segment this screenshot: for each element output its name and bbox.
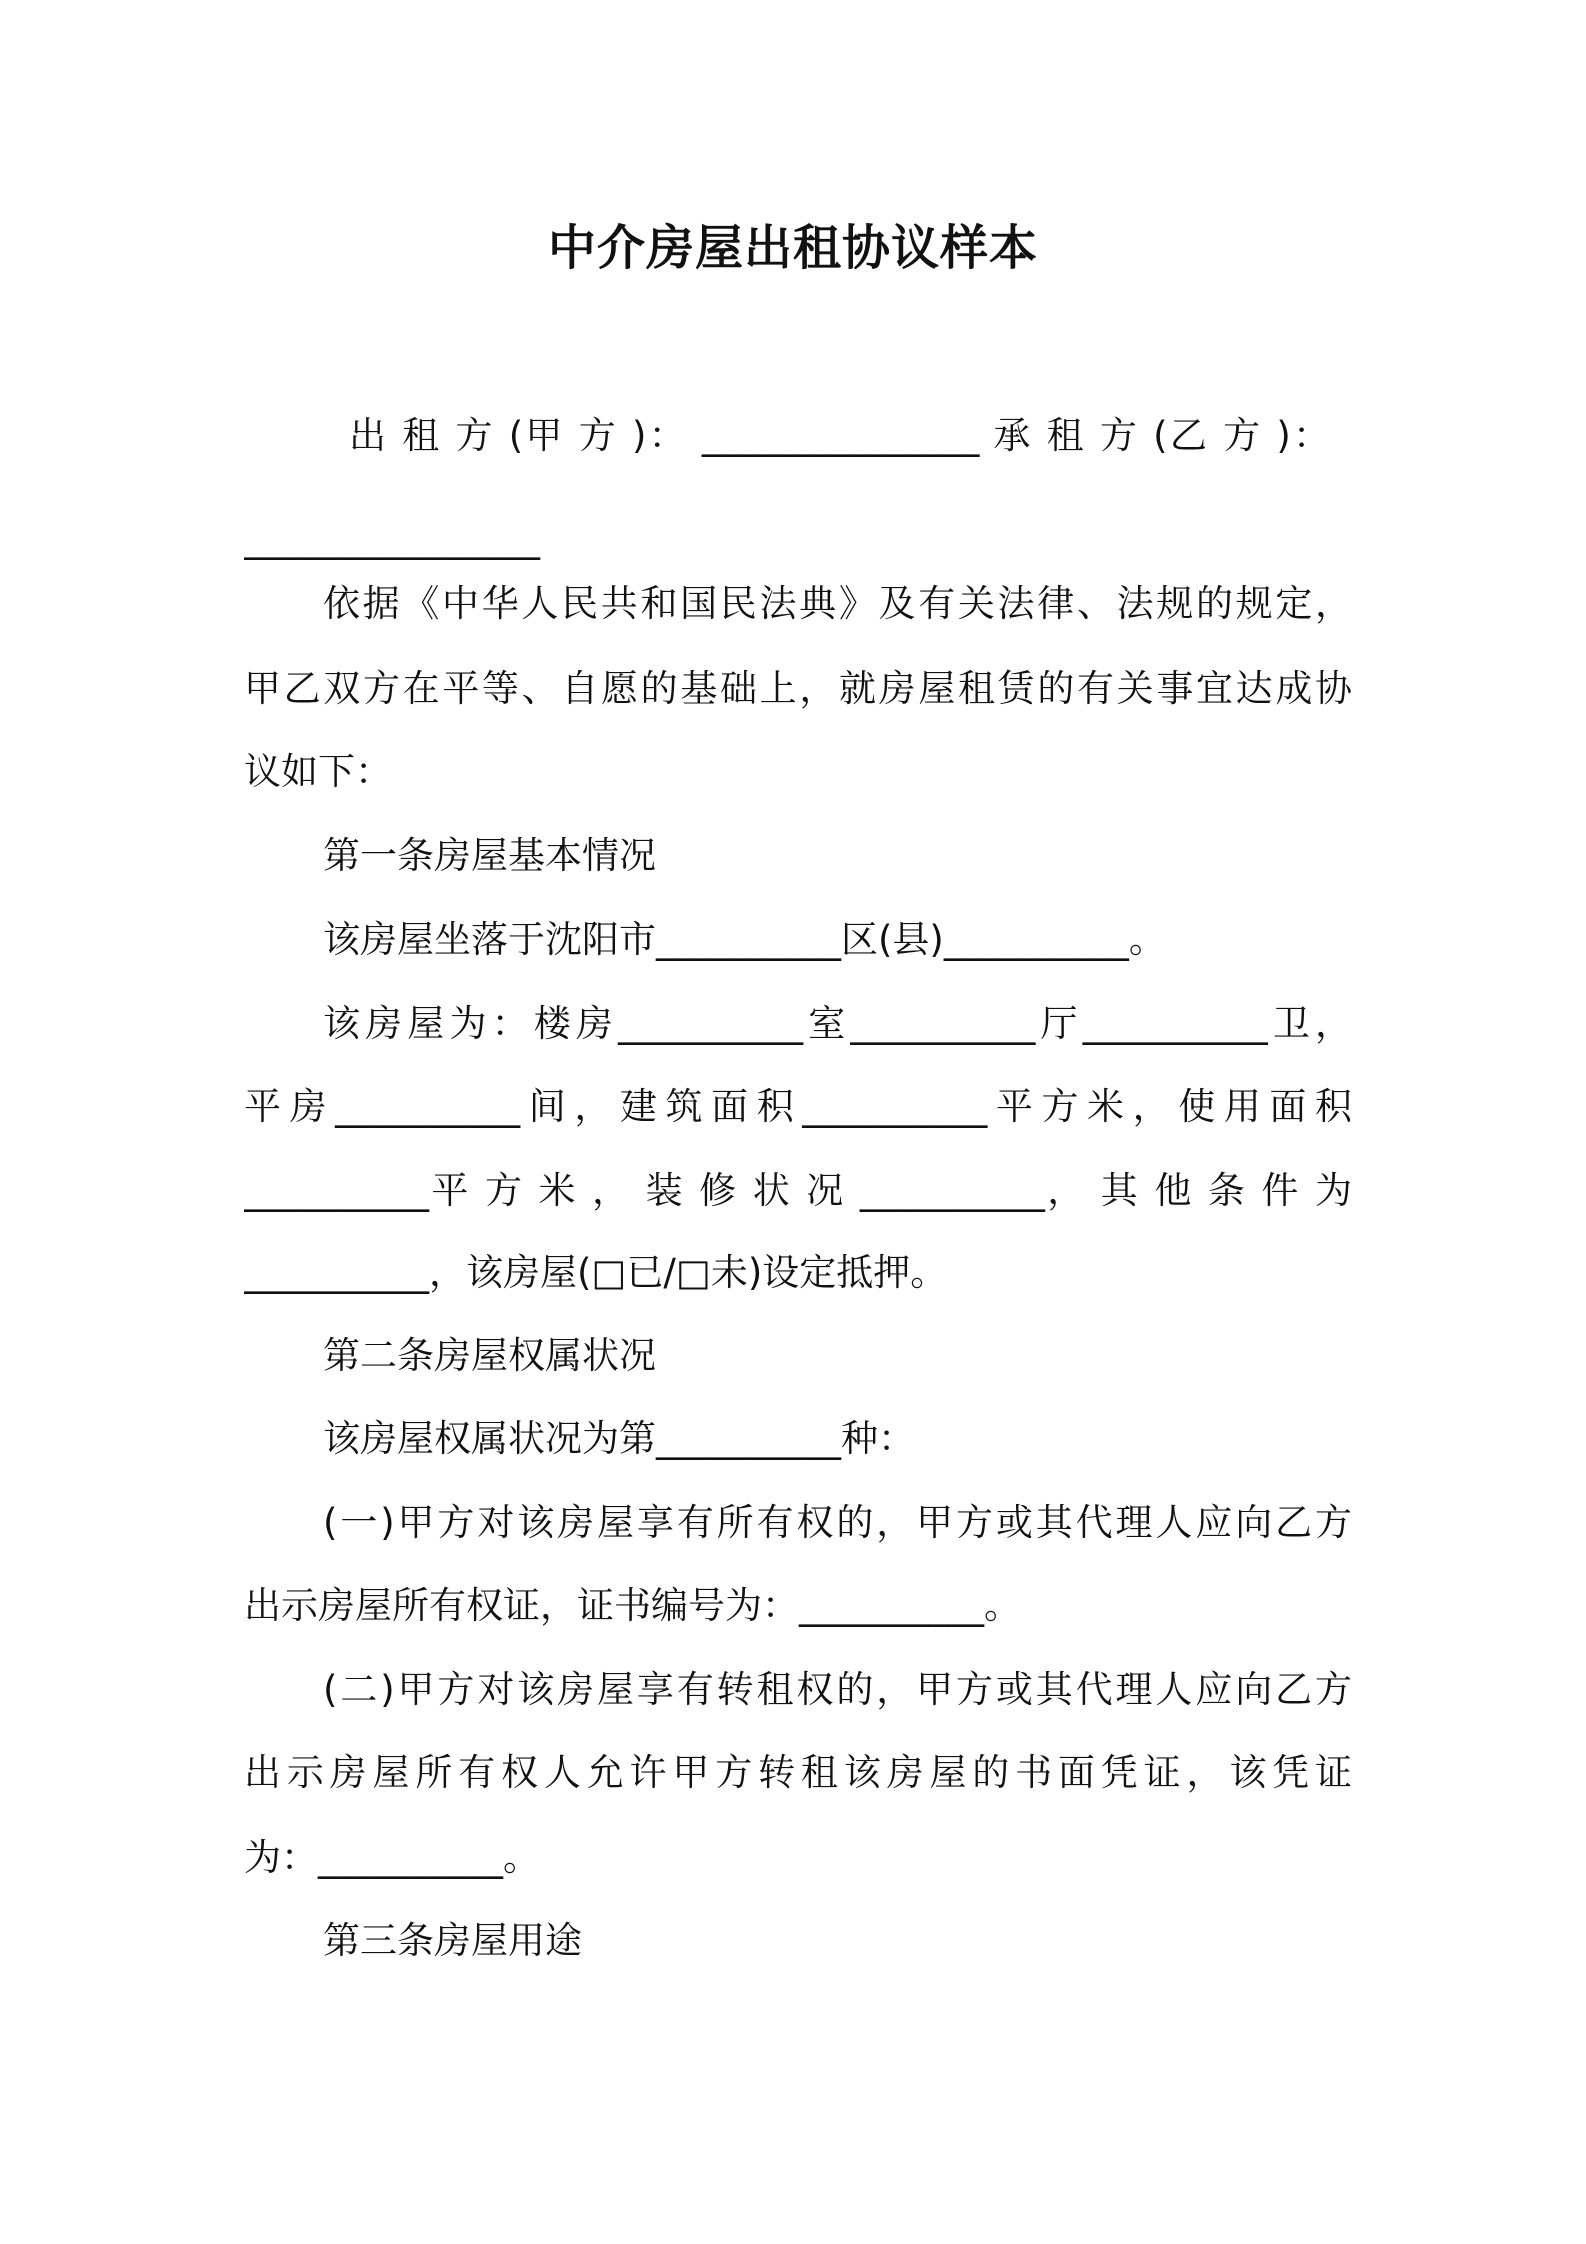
clause-2-type-line: 该房屋权属状况为第__________种： [323,1417,915,1460]
clause-2-item-1-line-1: (一)甲方对该房屋享有所有权的，甲方或其代理人应向乙方 [323,1501,1352,1544]
clause-2-item-2-line-2: 出示房屋所有权人允许甲方转租该房屋的书面凭证，该凭证 [244,1751,1352,1794]
lessee-blank-line: ________________ [244,517,540,560]
clause-1-layout-line-1: 该房屋为：楼房__________室__________厅__________卫， [323,1002,1352,1045]
preamble-line-1: 依据《中华人民共和国民法典》及有关法律、法规的规定， [323,582,1352,625]
clause-2-item-1-line-2: 出示房屋所有权证，证书编号为：__________。 [244,1584,1021,1627]
clause-2-heading: 第二条房屋权属状况 [323,1334,656,1377]
clause-3-heading: 第三条房屋用途 [323,1919,582,1962]
document-title: 中介房屋出租协议样本 [547,220,1038,276]
clause-1-heading: 第一条房屋基本情况 [323,834,656,877]
clause-2-item-2-line-1: (二)甲方对该房屋享有转租权的，甲方或其代理人应向乙方 [323,1668,1352,1711]
clause-1-location-line: 该房屋坐落于沈阳市__________区(县)__________。 [323,918,1166,961]
clause-1-layout-line-2: 平房__________间，建筑面积__________平方米，使用面积 [244,1085,1352,1128]
clause-2-item-2-line-3: 为：__________。 [244,1836,540,1879]
clause-1-layout-line-3: __________平 方 米 ， 装 修 状 况 __________， 其 他 条 件 为 [244,1169,1352,1212]
clause-1-layout-line-4: __________，该房屋(□已/□未)设定抵押。 [244,1251,948,1294]
preamble-line-3: 议如下： [244,750,392,793]
preamble-line-2: 甲乙双方在平等、自愿的基础上，就房屋租赁的有关事宜达成协 [244,667,1352,710]
parties-line: 出 租 方 (甲 方 )： _______________ 承 租 方 (乙 方 )： [349,414,1330,457]
